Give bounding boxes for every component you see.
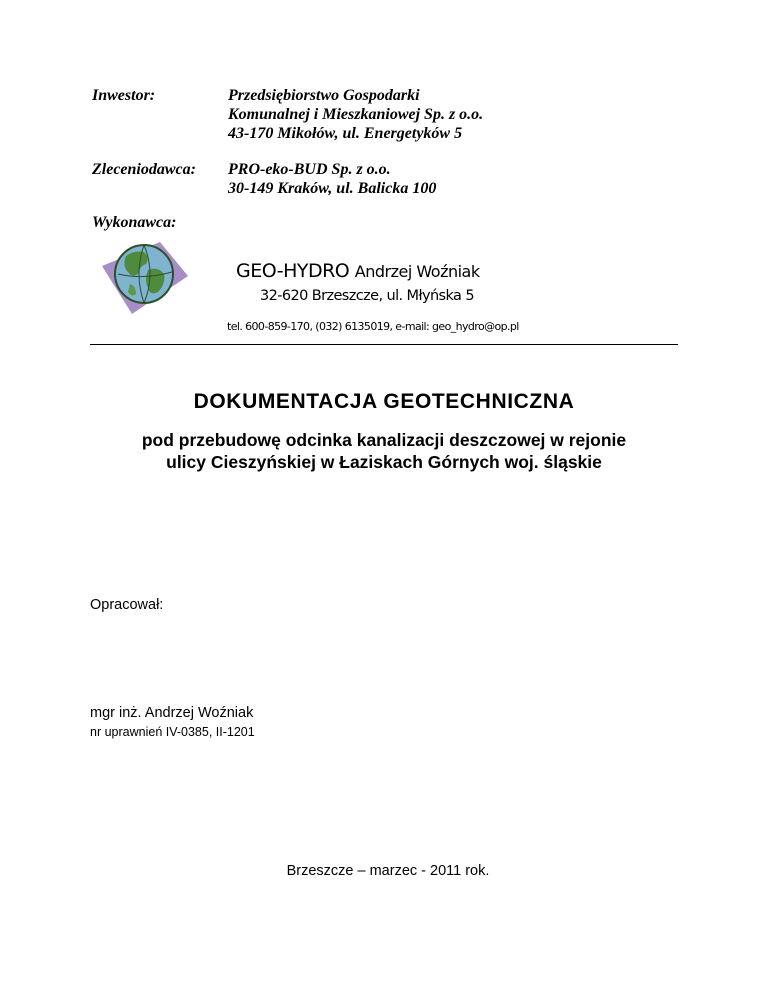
investor-line: Komunalnej i Mieszkaniowej Sp. z o.o. bbox=[228, 106, 484, 123]
company-name bbox=[236, 260, 480, 282]
subtitle-line: ulicy Cieszyńskiej w Łaziskach Górnych woj. śląskie bbox=[166, 452, 602, 472]
investor-value bbox=[228, 86, 483, 143]
document-title: DOKUMENTACJA GEOTECHNICZNA bbox=[193, 390, 575, 413]
author-label: Opracował: bbox=[90, 597, 164, 613]
company-contact: tel. 600-859-170, (032) 6135019, e-mail: geo_hydro@op.pl bbox=[227, 320, 519, 333]
investor-label: Inwestor: bbox=[92, 87, 156, 104]
company-owner: Andrzej Woźniak bbox=[354, 262, 480, 281]
company-address: 32-620 Brzeszcze, ul. Młyńska 5 bbox=[260, 288, 474, 304]
globe-icon bbox=[98, 236, 190, 316]
subtitle-line: pod przebudowę odcinka kanalizacji deszczowej w rejonie bbox=[141, 430, 627, 450]
header-divider bbox=[90, 344, 678, 345]
client-line: 30-149 Kraków, ul. Balicka 100 bbox=[228, 180, 437, 197]
client-value bbox=[228, 160, 436, 198]
contractor-label: Wykonawca: bbox=[92, 214, 177, 231]
author-name: mgr inż. Andrzej Woźniak bbox=[90, 705, 254, 721]
place-date: Brzeszcze – marzec - 2011 rok. bbox=[286, 863, 490, 879]
investor-line: 43-170 Mikołów, ul. Energetyków 5 bbox=[228, 125, 463, 142]
company-main: GEO-HYDRO bbox=[236, 260, 350, 282]
investor-line: Przedsiębiorstwo Gospodarki bbox=[228, 87, 420, 104]
author-license: nr uprawnień IV-0385, II-1201 bbox=[90, 725, 255, 739]
document-subtitle bbox=[60, 429, 708, 473]
client-label: Zleceniodawca: bbox=[92, 161, 196, 178]
client-line: PRO-eko-BUD Sp. z o.o. bbox=[228, 161, 391, 178]
